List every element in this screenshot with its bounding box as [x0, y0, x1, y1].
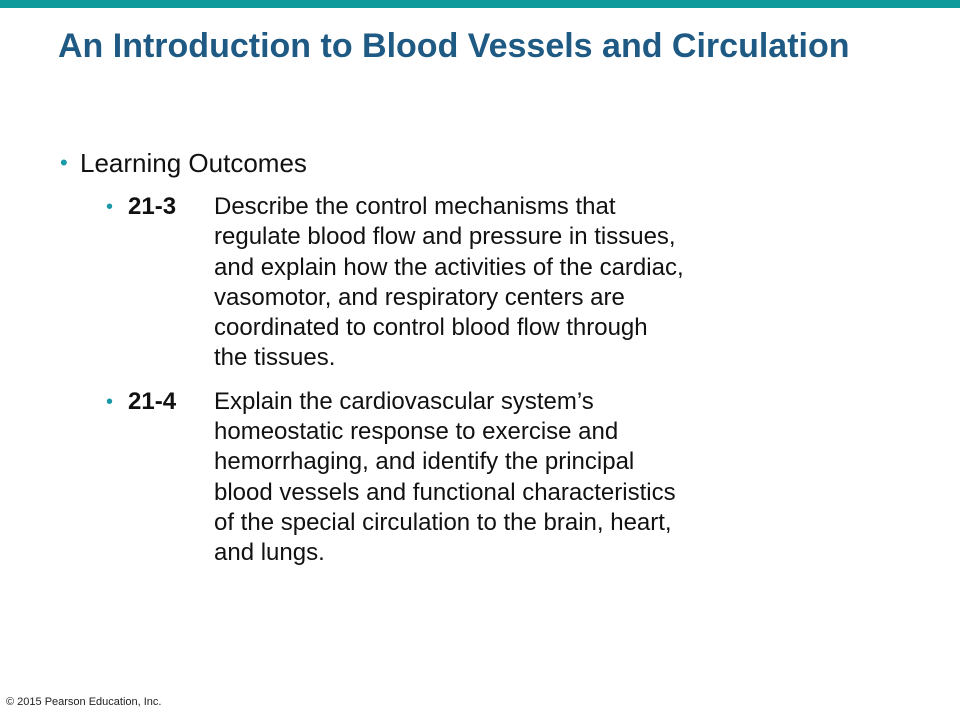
outcome-item-21-3	[58, 192, 918, 374]
outcome-row	[128, 192, 918, 374]
slide-title: An Introduction to Blood Vessels and Circulation	[58, 27, 850, 65]
outcome-line: homeostatic response to exercise and	[214, 418, 619, 446]
outcome-line: coordinated to control blood flow through	[214, 314, 648, 342]
learning-outcomes-list	[58, 146, 918, 582]
outcome-code: 21-3	[128, 193, 177, 220]
outcome-line: Explain the cardiovascular system’s	[214, 387, 594, 415]
outcome-row	[128, 387, 918, 569]
bullet-icon: •	[106, 196, 114, 218]
outcome-items	[58, 192, 918, 569]
bullet-icon: •	[106, 390, 114, 413]
outcome-line: regulate blood flow and pressure in tissues,	[214, 223, 676, 251]
outcome-line: and lungs.	[214, 539, 325, 567]
copyright-footer: © 2015 Pearson Education, Inc.	[6, 696, 162, 708]
outcome-item-21-4	[58, 387, 918, 569]
top-accent-bar	[0, 0, 960, 8]
outcome-code: 21-4	[128, 387, 177, 415]
heading-text: Learning Outcomes	[80, 148, 307, 178]
bullet-icon: •	[60, 150, 68, 175]
outcome-line: and explain how the activities of the cardiac,	[214, 253, 684, 281]
outcome-line: hemorrhaging, and identify the principal	[214, 448, 635, 476]
outcome-line: the tissues.	[214, 344, 336, 372]
learning-outcomes-heading	[58, 146, 918, 180]
outcome-line: of the special circulation to the brain, heart,	[214, 508, 672, 536]
outcome-line: vasomotor, and respiratory centers are	[214, 283, 625, 311]
outcome-line: blood vessels and functional characteristics	[214, 478, 676, 506]
outcome-line: Describe the control mechanisms that	[214, 193, 616, 220]
